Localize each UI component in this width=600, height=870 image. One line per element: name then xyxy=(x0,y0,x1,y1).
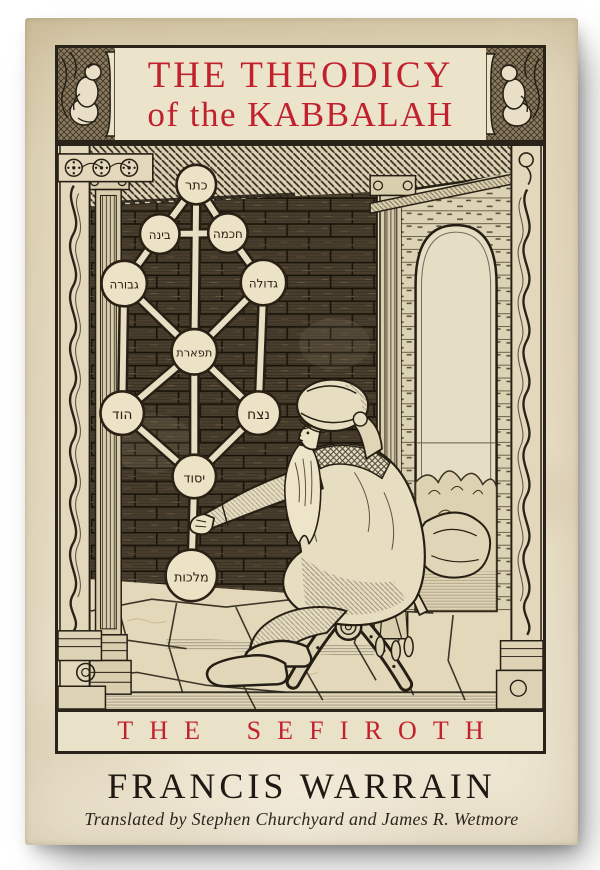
left-corner-figure xyxy=(58,48,115,140)
svg-text:חכמה: חכמה xyxy=(212,227,243,242)
woodcut-illustration xyxy=(55,143,546,712)
translator-credit: Translated by Stephen Churchyard and James R. Wetmore xyxy=(84,809,519,829)
tassel xyxy=(404,637,413,657)
sefirah-keter xyxy=(177,165,217,205)
svg-text:תפארת: תפארת xyxy=(176,345,213,360)
title-text-block xyxy=(115,48,486,140)
sefirah-yesod xyxy=(173,455,216,499)
sefiroth-woodcut-scene xyxy=(58,146,543,709)
svg-text:הוד: הוד xyxy=(112,407,133,424)
sefirah-netzach xyxy=(237,391,280,435)
right-corner-figure xyxy=(486,48,543,140)
sefirah-malkuth xyxy=(166,550,217,601)
sefirah-chokhmah xyxy=(208,213,248,253)
svg-text:יסוד: יסוד xyxy=(183,471,206,487)
satchel xyxy=(417,513,490,578)
svg-text:גבורה: גבורה xyxy=(109,277,139,292)
title-line-1: THE THEODICY xyxy=(147,54,454,96)
left-corner-figure-woodcut xyxy=(58,48,115,140)
sefirah-binah xyxy=(140,214,180,254)
series-title-band: THE SEFIROTH xyxy=(55,712,546,754)
rosette-frieze xyxy=(58,154,153,182)
tassel xyxy=(391,641,400,661)
author-name: FRANCIS WARRAIN xyxy=(107,766,496,806)
svg-text:מלכות: מלכות xyxy=(173,570,209,586)
svg-text:כתר: כתר xyxy=(185,178,208,194)
title-line-2: of the KABBALAH xyxy=(147,95,454,135)
right-corner-figure-woodcut xyxy=(486,48,543,140)
sefirah-tiferet xyxy=(172,329,217,375)
svg-text:גדולה: גדולה xyxy=(248,276,278,291)
svg-text:בינה: בינה xyxy=(148,227,171,243)
tassel xyxy=(376,637,385,657)
sefirah-gevurah xyxy=(101,261,146,307)
svg-text:נצח: נצח xyxy=(247,407,270,424)
sefirah-hod xyxy=(100,391,143,435)
sefirah-gedulah xyxy=(241,260,286,306)
book-cover xyxy=(25,18,578,845)
title-band xyxy=(55,45,546,143)
